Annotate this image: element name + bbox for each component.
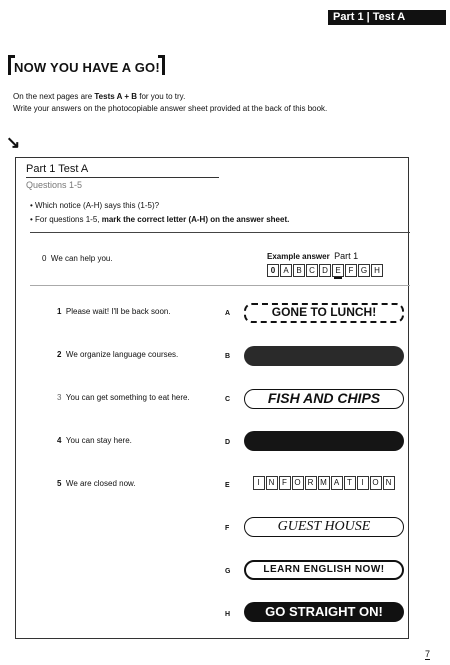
test-panel: [15, 157, 409, 639]
question-number: 2: [57, 350, 62, 359]
notice-d: [244, 431, 404, 451]
notice-letter-e: E: [225, 482, 230, 489]
example-answer-text: Example answer: [267, 252, 330, 261]
notice-g: LEARN ENGLISH NOW!: [244, 560, 404, 580]
question-number: 3: [57, 393, 62, 402]
question-number: 5: [57, 479, 62, 488]
intro-line-1: [13, 91, 185, 102]
arrow-down-right-icon: ↘: [6, 133, 21, 152]
question-2: [57, 350, 178, 359]
example-text: We can help you.: [50, 254, 113, 263]
answer-box: 0: [267, 264, 279, 277]
example-answer-part: Part 1: [334, 251, 359, 261]
heading-bracket-right: [158, 55, 165, 75]
notice-e-tile: M: [318, 476, 330, 490]
intro-line-1-bold: Tests A + B: [94, 92, 137, 101]
test-title: Part 1 Test A: [26, 163, 89, 175]
notice-e-tile: O: [370, 476, 382, 490]
question-3: [57, 393, 190, 402]
question-text: Please wait! I'll be back soon.: [65, 307, 171, 316]
instruction-2-prefix: • For questions 1-5,: [30, 215, 102, 224]
instruction-2-bold: mark the correct letter (A-H) on the answer sheet.: [101, 215, 290, 224]
answer-box: G: [358, 264, 370, 277]
notice-e: [244, 473, 404, 493]
answer-box: F: [345, 264, 357, 277]
notice-letter-g: G: [225, 568, 231, 575]
title-underline: [26, 177, 219, 178]
answer-box-selected: E: [332, 264, 344, 277]
notice-e-tile: F: [279, 476, 291, 490]
question-5: [57, 479, 136, 488]
question-text: We are closed now.: [65, 479, 136, 488]
notice-e-tile: O: [292, 476, 304, 490]
answer-box: D: [319, 264, 331, 277]
question-4: [57, 436, 132, 445]
notice-f: GUEST HOUSE: [244, 517, 404, 537]
notice-e-tile: I: [253, 476, 265, 490]
example-number: 0: [42, 254, 47, 263]
intro-line-1-suffix: for you to try.: [137, 92, 186, 101]
notice-c: FISH AND CHIPS: [244, 389, 404, 409]
test-subtitle: Questions 1-5: [26, 180, 83, 190]
notice-a: GONE TO LUNCH!: [244, 303, 404, 323]
section-title: NOW YOU HAVE A GO!: [14, 60, 160, 75]
answer-box: B: [293, 264, 305, 277]
notice-b: [244, 346, 404, 366]
notice-e-tile: N: [266, 476, 278, 490]
page-number: 7: [425, 649, 431, 659]
notice-h: GO STRAIGHT ON!: [244, 602, 404, 622]
notice-letter-d: D: [225, 439, 231, 446]
example-answer-boxes: [267, 264, 384, 277]
question-text: You can stay here.: [65, 436, 132, 445]
answer-box: A: [280, 264, 292, 277]
notice-e-tile: I: [357, 476, 369, 490]
question-number: 4: [57, 436, 62, 445]
notice-e-tile: T: [344, 476, 356, 490]
example-answer-label: [267, 251, 358, 261]
intro-line-1-prefix: On the next pages are: [13, 92, 95, 101]
notice-letter-b: B: [225, 353, 231, 360]
question-1: [57, 307, 171, 316]
question-text: We organize language courses.: [65, 350, 179, 359]
answer-box: C: [306, 264, 318, 277]
example-row: [30, 232, 410, 286]
example-question: [42, 254, 113, 263]
notice-letter-f: F: [225, 525, 230, 532]
instruction-1: • Which notice (A-H) says this (1-5)?: [30, 201, 160, 210]
notice-e-tile: R: [305, 476, 317, 490]
notice-e-tile: A: [331, 476, 343, 490]
question-number: 1: [57, 307, 62, 316]
part-header-badge: Part 1 | Test A: [328, 10, 446, 25]
intro-line-2: Write your answers on the photocopiable answer sheet provided at the back of this book.: [13, 104, 328, 113]
instruction-2: [30, 215, 289, 224]
notice-letter-h: H: [225, 611, 231, 618]
answer-box: H: [371, 264, 383, 277]
notice-e-tile: N: [383, 476, 395, 490]
notice-letter-a: A: [225, 310, 231, 317]
notice-letter-c: C: [225, 396, 231, 403]
question-text: You can get something to eat here.: [65, 393, 190, 402]
